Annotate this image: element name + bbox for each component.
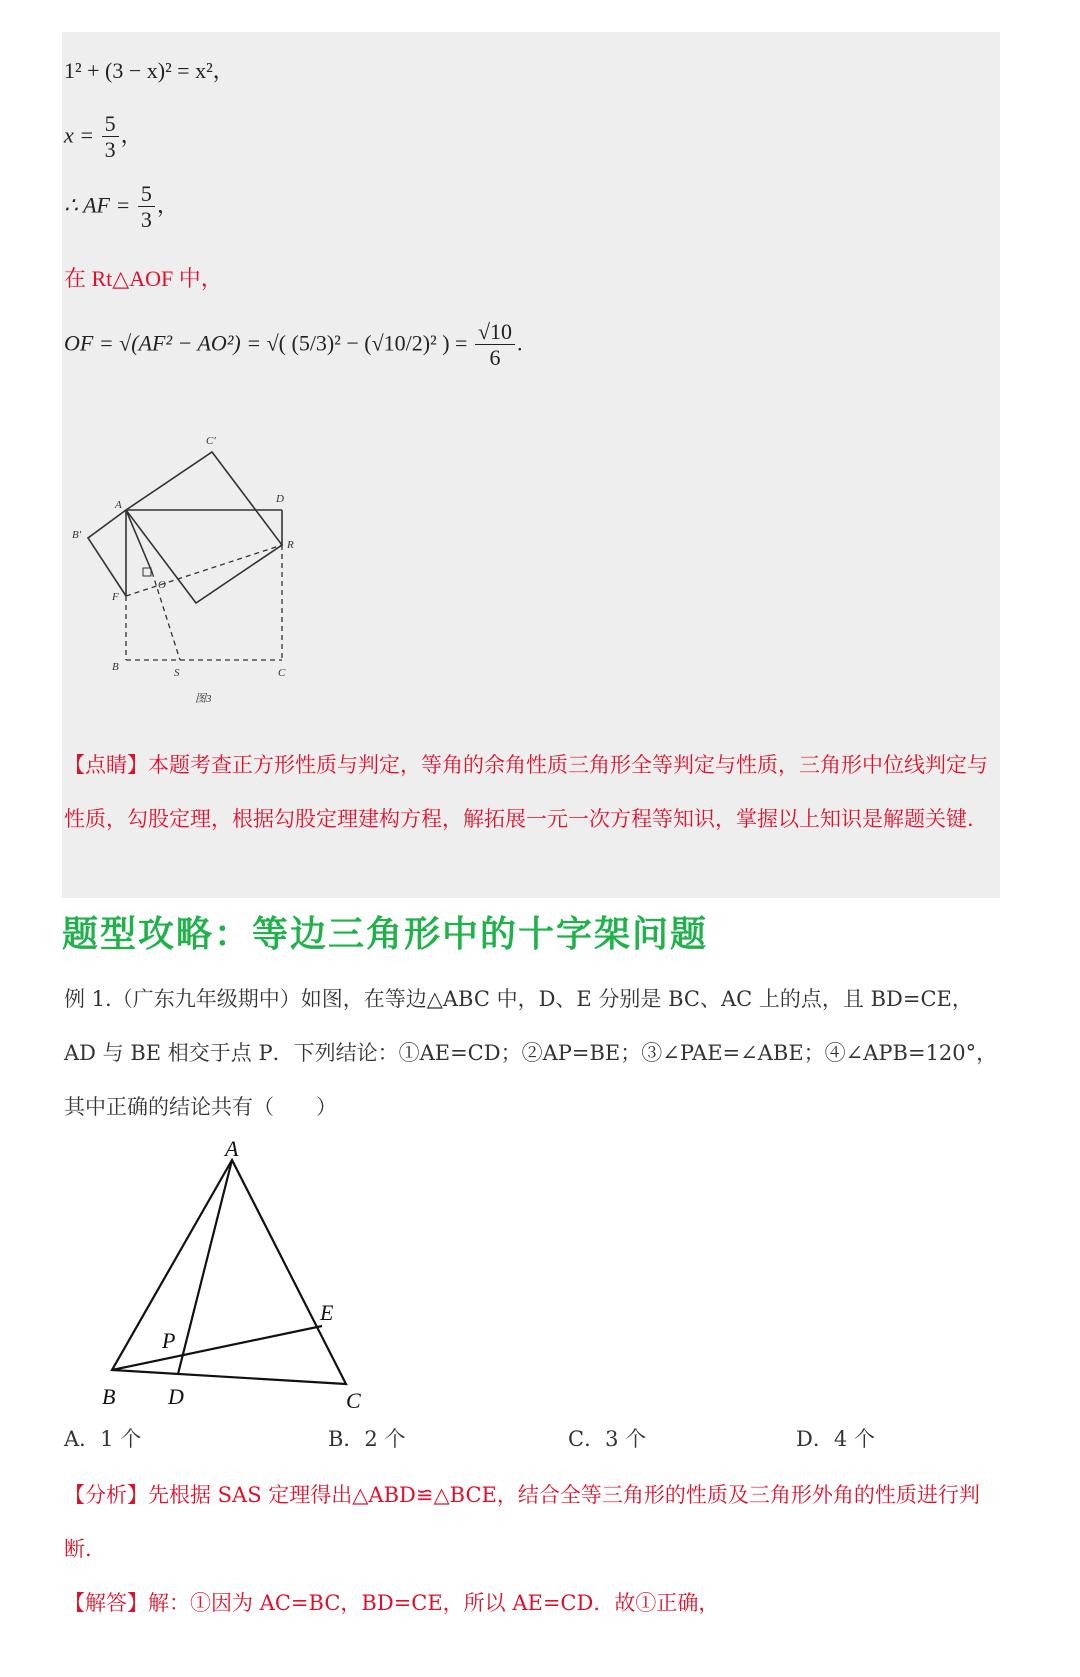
eq4-denominator: 6 [489, 345, 501, 370]
eq3-fraction [138, 182, 155, 233]
equation-2 [64, 112, 143, 163]
label-vertex-b: B [102, 1384, 116, 1409]
eq3-tail: ， [156, 192, 179, 218]
eq4-mid: √( (5/3)² − (√10/2)² ) = [266, 330, 468, 356]
eq2-fraction [102, 112, 119, 163]
eq3-denominator: 3 [140, 207, 152, 232]
eq2-numerator: 5 [102, 112, 119, 137]
label-d: D [276, 493, 284, 505]
segment-ao [126, 510, 152, 572]
label-s: S [174, 667, 180, 679]
segment-be [112, 1326, 322, 1370]
label-f: F [112, 591, 119, 603]
segment-ad [178, 1160, 232, 1374]
option-a[interactable]: A．1 个 [64, 1427, 142, 1451]
label-o: O [158, 579, 166, 591]
label-b-prime: B' [72, 529, 82, 541]
dashed-os [152, 572, 180, 660]
label-c-prime: C' [206, 435, 216, 447]
triangle-abf [88, 510, 126, 596]
label-point-d: D [168, 1384, 184, 1409]
answer-paragraph: 【解答】解：①因为 AC=BC，BD=CE，所以 AE=CD．故①正确， [64, 1591, 720, 1615]
eq2-lhs: x = [64, 122, 95, 148]
label-a: A [115, 499, 122, 511]
eq2-denominator: 3 [104, 137, 116, 162]
option-d[interactable]: D．4 个 [796, 1427, 875, 1451]
eq2-tail: ， [120, 122, 143, 148]
example-1-text: 例 1.（广东九年级期中）如图，在等边△ABC 中，D、E 分别是 BC、AC 上的点，且 BD=CE，AD 与 BE 相交于点 P．下列结论：①AE=CD；②AP=BE；③∠PAE=∠ABE；④∠APB=120°，其中正确的结论共有（ ） [64, 987, 998, 1119]
triangle-abc [112, 1160, 346, 1384]
eq4-tail: . [517, 330, 523, 356]
eq3-numerator: 5 [138, 182, 155, 207]
label-r: R [287, 539, 294, 551]
eq3-lhs: ∴ AF = [64, 192, 131, 218]
dashed-fr [126, 545, 282, 596]
label-vertex-a: A [225, 1138, 239, 1161]
equation-1: 1² + (3 − x)² = x²， [64, 58, 235, 83]
label-vertex-c: C [346, 1388, 361, 1413]
option-b[interactable]: B．2 个 [328, 1427, 406, 1451]
figure-3-diagram [70, 420, 330, 710]
right-angle-mark [143, 568, 151, 576]
option-c[interactable]: C．3 个 [568, 1427, 647, 1451]
label-b: B [112, 661, 119, 673]
equation-4 [64, 320, 523, 371]
triangle-intro: 在 Rt△AOF 中， [64, 266, 223, 291]
equation-3 [64, 182, 179, 233]
eq4-lhs: OF = √(AF² − AO²) = [64, 330, 262, 356]
label-point-e: E [320, 1300, 334, 1325]
triangle-figure [92, 1138, 382, 1418]
tip-paragraph: 【点睛】本题考查正方形性质与判定，等角的余角性质三角形全等判定与性质，三角形中位线判定与性质，勾股定理，根据勾股定理建构方程，解拓展一元一次方程等知识，掌握以上知识是解题关键. [64, 753, 988, 831]
section-heading: 题型攻略：等边三角形中的十字架问题 [62, 914, 709, 955]
eq4-fraction [475, 320, 515, 371]
label-c: C [278, 667, 286, 679]
label-point-p: P [162, 1328, 176, 1353]
analysis-paragraph: 【分析】先根据 SAS 定理得出△ABD≌△BCE，结合全等三角形的性质及三角形外角的性质进行判断. [64, 1483, 980, 1561]
rotated-square [126, 452, 282, 603]
eq4-numerator: √10 [475, 320, 515, 345]
figure-3-caption: 图3 [195, 693, 212, 705]
